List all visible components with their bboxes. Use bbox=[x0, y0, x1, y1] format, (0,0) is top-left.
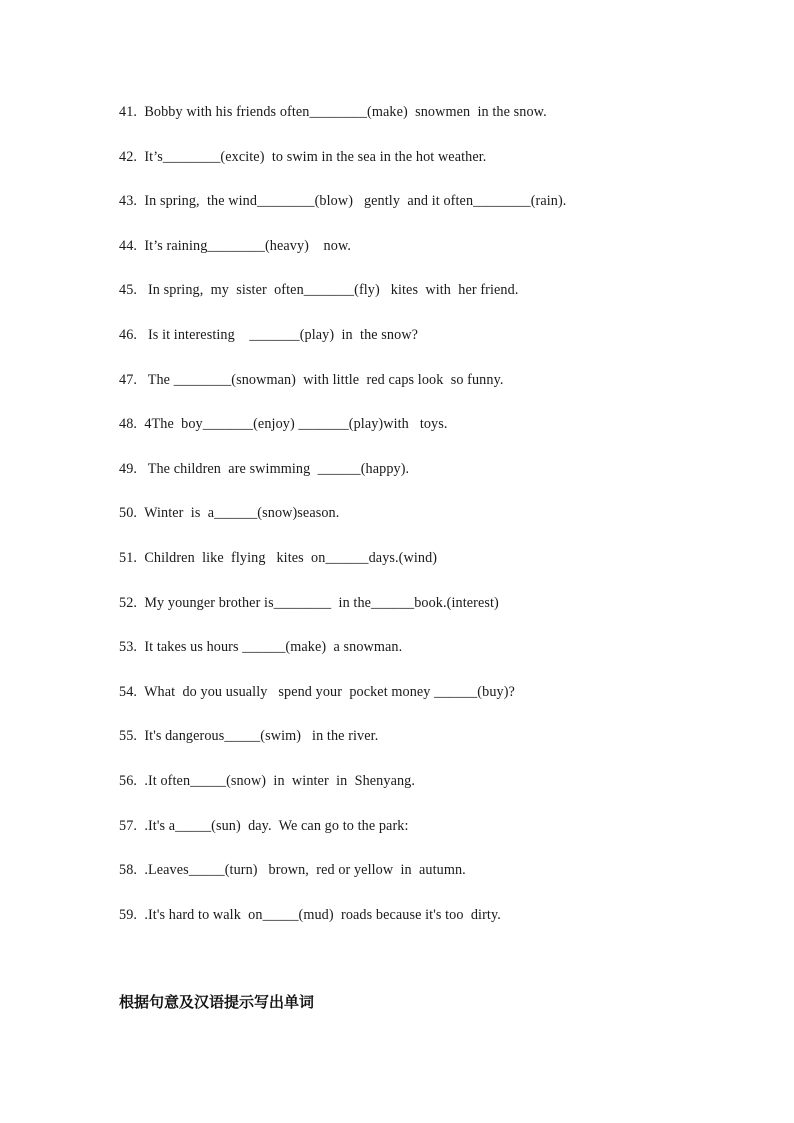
exercise-item-44: 44. It’s raining________(heavy) now. bbox=[119, 237, 352, 254]
exercise-item-45: 45. In spring, my sister often_______(fly) kites with her friend. bbox=[119, 282, 519, 299]
exercise-item-46: 46. Is it interesting _______(play) in the snow? bbox=[119, 326, 419, 343]
exercise-item-57: 57. .It's a_____(sun) day. We can go to the park: bbox=[119, 817, 409, 834]
exercise-item-58: 58. .Leaves_____(turn) brown, red or yellow in autumn. bbox=[119, 862, 466, 879]
exercise-item-59: 59. .It's hard to walk on_____(mud) roads because it's too dirty. bbox=[119, 906, 501, 923]
exercise-item-47: 47. The ________(snowman) with little red caps look so funny. bbox=[119, 371, 504, 388]
exercise-item-54: 54. What do you usually spend your pocket money ______(buy)? bbox=[119, 683, 515, 700]
exercise-item-56: 56. .It often_____(snow) in winter in Shenyang. bbox=[119, 772, 416, 789]
exercise-item-41: 41. Bobby with his friends often________(make) snowmen in the snow. bbox=[119, 104, 547, 120]
exercise-item-53: 53. It takes us hours ______(make) a snowman. bbox=[119, 639, 403, 656]
section-heading: 根据句意及汉语提示写出单词 bbox=[119, 993, 315, 1011]
exercise-item-48: 48. 4The boy_______(enjoy) _______(play)with toys. bbox=[119, 416, 448, 433]
exercise-item-42: 42. It’s________(excite) to swim in the sea in the hot weather. bbox=[119, 148, 487, 165]
exercise-list bbox=[119, 101, 739, 948]
exercise-item-52: 52. My younger brother is________ in the______book.(interest) bbox=[119, 594, 499, 611]
exercise-item-50: 50. Winter is a______(snow)season. bbox=[119, 505, 340, 522]
exercise-item-51: 51. Children like flying kites on______days.(wind) bbox=[119, 549, 438, 566]
exercise-item-55: 55. It's dangerous_____(swim) in the river. bbox=[119, 728, 379, 745]
exercise-item-43: 43. In spring, the wind________(blow) gently and it often________(rain). bbox=[119, 193, 567, 210]
exercise-item-49: 49. The children are swimming ______(happy). bbox=[119, 460, 410, 477]
